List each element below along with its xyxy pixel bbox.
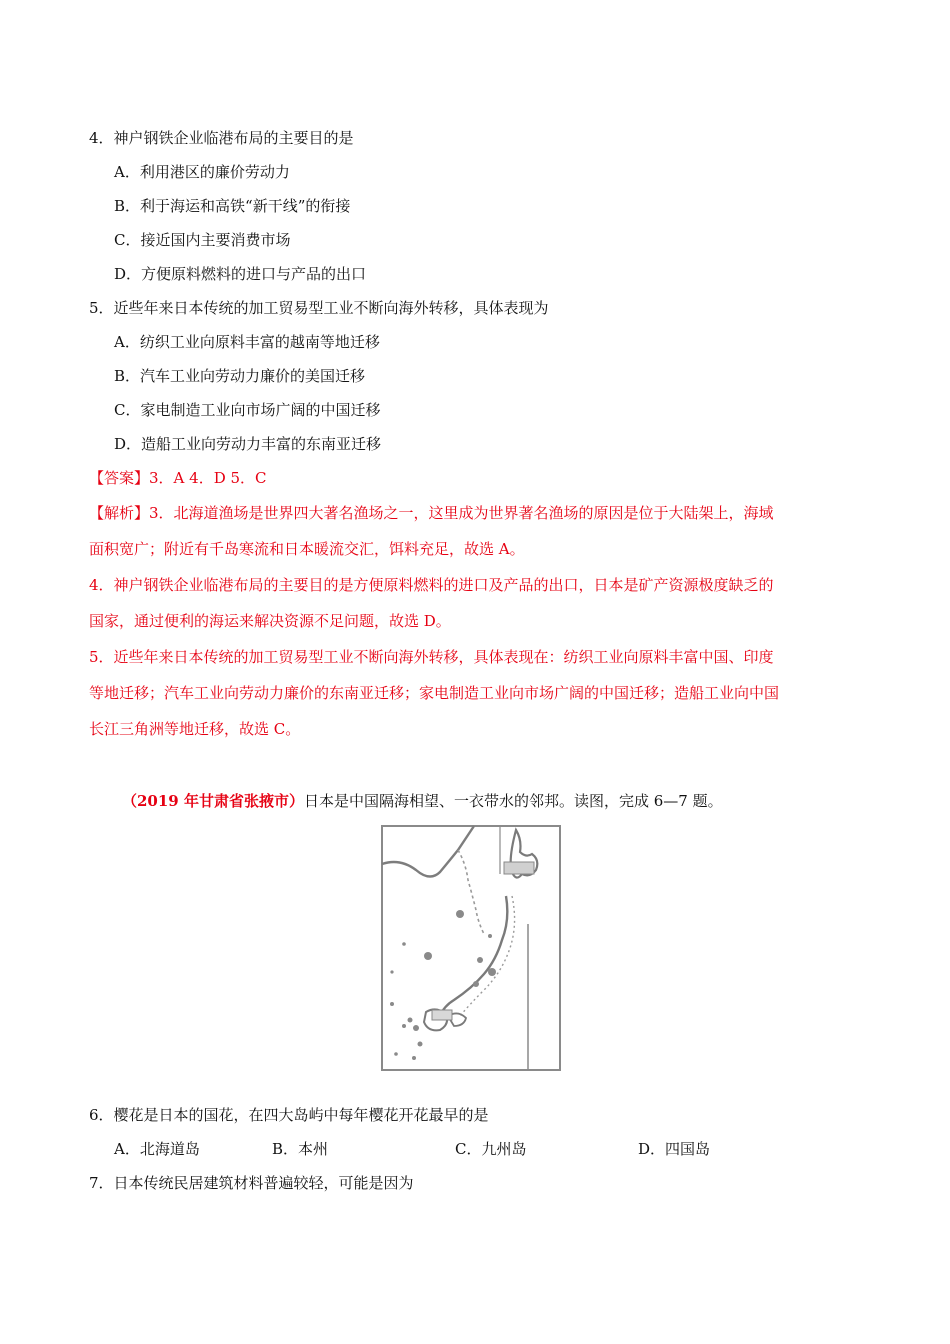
question-6-option-a: A．北海道岛 (114, 1140, 200, 1158)
honshu-island (440, 896, 507, 1016)
question-6-stem: 6．樱花是日本的国花，在四大岛屿中每年樱花开花最早的是 (89, 1106, 489, 1124)
question-5-stem: 5．近些年来日本传统的加工贸易型工业不断向海外转移，具体表现为 (89, 299, 549, 317)
analysis-line-3: 4．神户钢铁企业临港布局的主要目的是方便原料燃料的进口及产品的出口，日本是矿产资源极度缺乏的 (89, 576, 774, 594)
answer-line: 【答案】3．A 4．D 5．C (89, 469, 267, 487)
question-4-option-c: C．接近国内主要消费市场 (114, 231, 291, 249)
hokkaido-label-box (504, 862, 534, 874)
question-4-option-a: A．利用港区的廉价劳动力 (114, 163, 290, 181)
kyushu-label-box (432, 1010, 452, 1020)
korea-coastline (458, 850, 484, 934)
intro-text: 日本是中国隔海相望、一衣带水的邻邦。读图，完成 6—7 题。 (303, 792, 723, 810)
question-5-option-d: D．造船工业向劳动力丰富的东南亚迁移 (114, 435, 382, 453)
question-4-option-d: D．方便原料燃料的进口与产品的出口 (114, 265, 367, 283)
analysis-line-2: 面积宽广；附近有千岛寒流和日本暖流交汇，饵料充足，故选 A。 (89, 540, 525, 558)
question-5-option-b: B．汽车工业向劳动力廉价的美国迁移 (114, 367, 366, 385)
analysis-line-1: 【解析】3．北海道渔场是世界四大著名渔场之一，这里成为世界著名渔场的原因是位于大陆架上，海域 (89, 504, 774, 522)
question-5-option-a: A．纺织工业向原料丰富的越南等地迁移 (114, 333, 380, 351)
question-7-stem: 7．日本传统民居建筑材料普遍较轻，可能是因为 (89, 1174, 414, 1192)
analysis-line-6: 等地迁移；汽车工业向劳动力廉价的东南亚迁移；家电制造工业向市场广阔的中国迁移；造船工业向中国 (89, 684, 780, 702)
question-4-stem: 4．神户钢铁企业临港布局的主要目的是 (89, 129, 354, 147)
intro-source: （2019 年甘肃省张掖市） (122, 792, 304, 810)
question-4-option-b: B．利于海运和高铁“新干线”的衔接 (114, 197, 351, 215)
analysis-line-5: 5．近些年来日本传统的加工贸易型工业不断向海外转移，具体表现在：纺织工业向原料丰富中国、印度 (89, 648, 774, 666)
japan-map-figure (380, 824, 564, 1072)
question-5-option-c: C．家电制造工业向市场广阔的中国迁移 (114, 401, 381, 419)
mainland-coastline (382, 826, 474, 877)
map-dots (390, 910, 496, 1060)
intro-line (122, 791, 723, 811)
analysis-line-7: 长江三角洲等地迁移，故选 C。 (89, 720, 301, 738)
question-6-option-b: B．本州 (272, 1140, 329, 1158)
question-6-options (0, 1139, 950, 1159)
question-6-option-d: D．四国岛 (638, 1140, 711, 1158)
analysis-line-4: 国家，通过便利的海运来解决资源不足问题，故选 D。 (89, 612, 451, 630)
question-6-option-c: C．九州岛 (455, 1140, 527, 1158)
